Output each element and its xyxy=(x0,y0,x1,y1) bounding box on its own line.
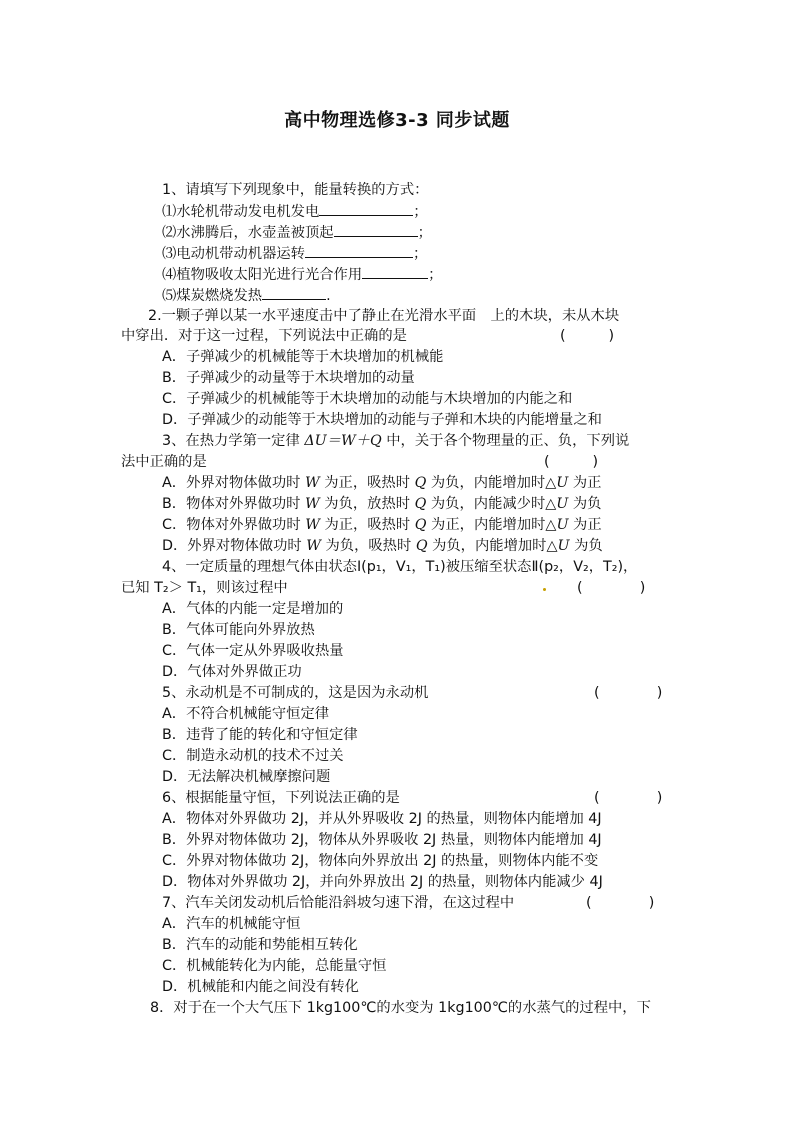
q6-option-b: B．外界对物体做功 2J，物体从外界吸收 2J 热量，则物体内能增加 4J xyxy=(162,832,602,848)
q3-option-d: D．外界对物体做功时 W 为负，吸热时 Q 为负，内能增加时△U 为负 xyxy=(162,538,603,554)
q3-option-b: B．物体对外界做功时 W 为负，放热时 Q 为负，内能减少时△U 为负 xyxy=(162,496,602,512)
q1-stem: 1、请填写下列现象中，能量转换的方式： xyxy=(162,182,429,198)
q4-option-c: C．气体一定从外界吸收热量 xyxy=(162,643,344,659)
answer-blank[interactable] xyxy=(262,285,326,300)
q5-option-c: C．制造永动机的技术不过关 xyxy=(162,748,344,764)
q7-option-d: D．机械能和内能之间没有转化 xyxy=(162,979,359,995)
q1-item-3: ⑶电动机带动机器运转 ； xyxy=(162,243,427,264)
q3-answer-paren[interactable]: ( ) xyxy=(544,454,599,470)
q6-option-c: C．外界对物体做功 2J，物体向外界放出 2J 的热量，则物体内能不变 xyxy=(162,853,599,869)
q5-option-a: A．不符合机械能守恒定律 xyxy=(162,706,330,722)
q5-stem: 5、永动机是不可制成的，这是因为永动机 xyxy=(162,685,429,701)
q2-option-a: A．子弹减少的机械能等于木块增加的机械能 xyxy=(162,349,444,365)
q5-answer-paren[interactable]: ( ) xyxy=(594,685,663,701)
q3-stem-line1: 3、在热力学第一定律 ΔU＝W＋Q 中，关于各个物理量的正、负，下列说 xyxy=(162,433,630,449)
answer-blank[interactable] xyxy=(319,201,413,216)
q2-stem-line2: 中穿出．对于这一过程，下列说法中正确的是 xyxy=(121,328,407,344)
q2-option-d: D．子弹减少的动能等于木块增加的动能与子弹和木块的内能增量之和 xyxy=(162,412,602,428)
q5-option-b: B．违背了能的转化和守恒定律 xyxy=(162,727,358,743)
q4-stem-line2: 已知 T₂＞ T₁，则该过程中 xyxy=(121,580,288,596)
q4-option-d: D．气体对外界做正功 xyxy=(162,664,302,680)
q6-answer-paren[interactable]: ( ) xyxy=(594,790,663,806)
q4-stem-line1: 4、一定质量的理想气体由状态Ⅰ(p₁，V₁，T₁)被压缩至状态Ⅱ(p₂，V₂，T₂)， xyxy=(162,559,638,575)
q1-item-4: ⑷植物吸收太阳光进行光合作用 ； xyxy=(162,264,442,285)
stray-dot xyxy=(543,588,546,591)
q2-answer-paren[interactable]: ( ) xyxy=(560,328,615,344)
q4-option-a: A．气体的内能一定是增加的 xyxy=(162,601,344,617)
q6-option-d: D．物体对外界做功 2J，并向外界放出 2J 的热量，则物体内能减少 4J xyxy=(162,874,603,890)
answer-blank[interactable] xyxy=(305,243,413,258)
q7-option-c: C．机械能转化为内能，总能量守恒 xyxy=(162,958,387,974)
q7-option-b: B．汽车的动能和势能相互转化 xyxy=(162,937,358,953)
q3-stem-line2: 法中正确的是 xyxy=(121,454,207,470)
q2-option-b: B．子弹减少的动量等于木块增加的动量 xyxy=(162,370,415,386)
q6-stem: 6、根据能量守恒，下列说法正确的是 xyxy=(162,790,400,806)
answer-blank[interactable] xyxy=(362,264,428,279)
q2-option-c: C．子弹减少的机械能等于木块增加的动能与木块增加的内能之和 xyxy=(162,391,573,407)
q4-answer-paren[interactable]: ( ) xyxy=(577,580,646,596)
q7-stem: 7、汽车关闭发动机后恰能沿斜坡匀速下滑，在这过程中 xyxy=(162,895,515,911)
q7-option-a: A．汽车的机械能守恒 xyxy=(162,916,301,932)
q7-answer-paren[interactable]: ( ) xyxy=(586,895,655,911)
formula: ΔU＝W＋Q xyxy=(304,433,382,449)
page-title: 高中物理选修3-3 同步试题 xyxy=(284,110,510,131)
q8-stem-line1: 8．对于在一个大气压下 1kg100℃的水变为 1kg100℃的水蒸气的过程中，下 xyxy=(150,1000,651,1016)
q2-stem-line1: 2.一颗子弹以某一水平速度击中了静止在光滑水平面 上的木块，未从木块 xyxy=(148,308,620,324)
q5-option-d: D．无法解决机械摩擦问题 xyxy=(162,769,331,785)
answer-blank[interactable] xyxy=(334,222,418,237)
q1-item-5: ⑸煤炭燃烧发热 . xyxy=(162,285,331,306)
q6-option-a: A．物体对外界做功 2J，并从外界吸收 2J 的热量，则物体内能增加 4J xyxy=(162,811,602,827)
q1-item-1: ⑴水轮机带动发电机发电 ； xyxy=(162,201,428,222)
q1-item-2: ⑵水沸腾后，水壶盖被顶起 ； xyxy=(162,222,432,243)
q3-option-c: C．物体对外界做功时 W 为正，吸热时 Q 为正，内能增加时△U 为正 xyxy=(162,517,602,533)
q4-option-b: B．气体可能向外界放热 xyxy=(162,622,315,638)
q3-option-a: A．外界对物体做功时 W 为正，吸热时 Q 为负，内能增加时△U 为正 xyxy=(162,475,602,491)
